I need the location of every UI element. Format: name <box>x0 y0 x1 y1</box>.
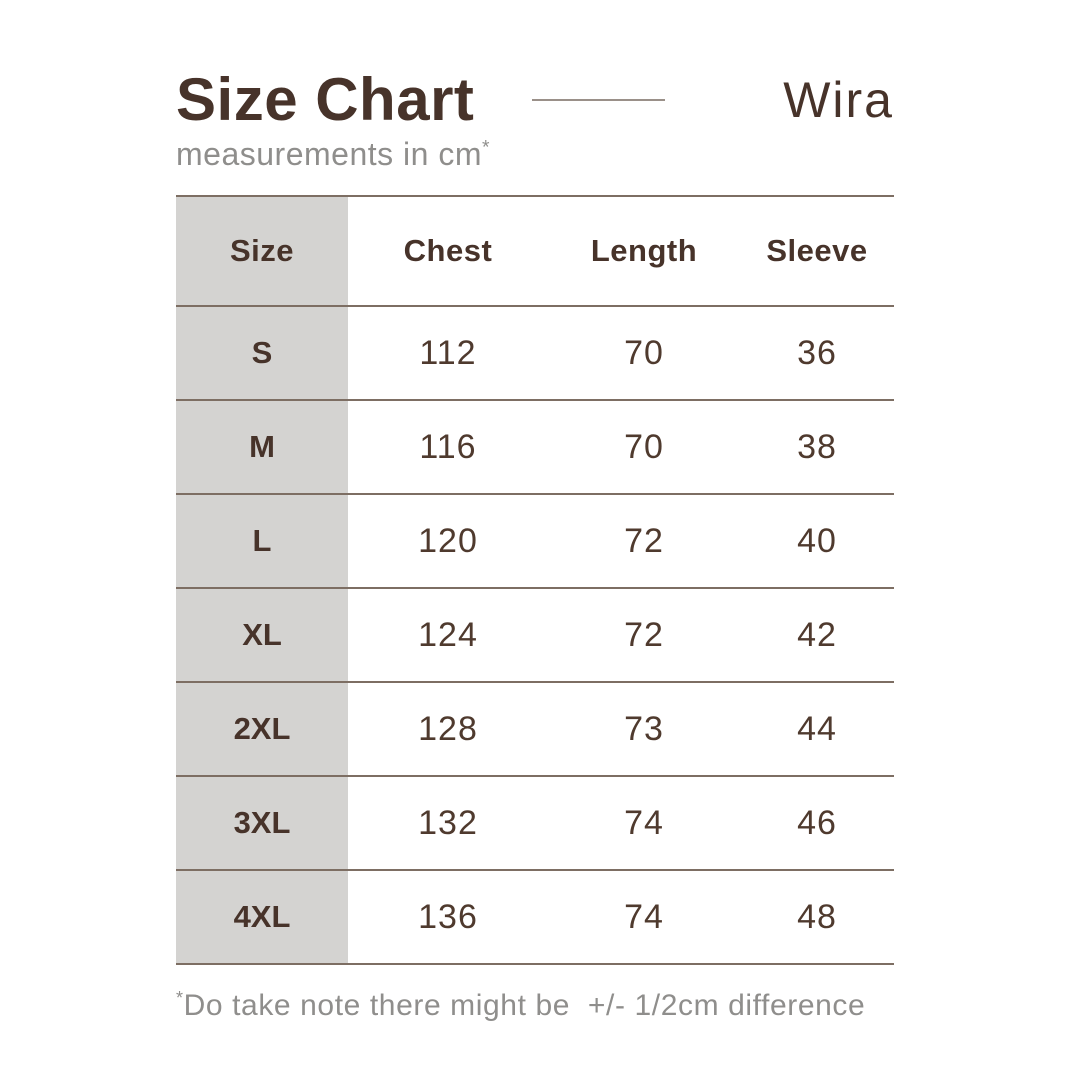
chest-value: 124 <box>418 615 478 654</box>
length-value: 74 <box>624 897 664 936</box>
title-divider-line <box>532 99 665 101</box>
chest-value: 120 <box>418 521 478 560</box>
size-label: S <box>176 307 348 399</box>
footnote-asterisk: * <box>176 988 184 1008</box>
length-value: 74 <box>624 803 664 842</box>
chest-value: 128 <box>418 709 478 748</box>
size-label: L <box>176 495 348 587</box>
column-header-chest: Chest <box>403 233 493 268</box>
length-value: 72 <box>624 615 664 654</box>
sleeve-value: 38 <box>797 427 837 466</box>
table-header-row <box>176 197 894 307</box>
chest-value: 136 <box>418 897 478 936</box>
table-row-3xl <box>176 777 894 871</box>
table-row-m <box>176 401 894 495</box>
sleeve-value: 44 <box>797 709 837 748</box>
header <box>176 66 894 133</box>
length-value: 72 <box>624 521 664 560</box>
size-table <box>176 195 894 965</box>
chest-value: 112 <box>419 333 477 372</box>
footnote-text: Do take note there might be +/- 1/2cm difference <box>183 989 866 1022</box>
brand-name: Wira <box>783 72 894 128</box>
length-value: 70 <box>624 333 664 372</box>
length-value: 70 <box>624 427 664 466</box>
subtitle-text: measurements in cm <box>176 136 482 172</box>
size-label: M <box>176 401 348 493</box>
table-row-xl <box>176 589 894 683</box>
table-row-4xl <box>176 871 894 965</box>
table-row-2xl <box>176 683 894 777</box>
sleeve-value: 48 <box>797 897 837 936</box>
chest-value: 116 <box>419 427 477 466</box>
chest-value: 132 <box>418 803 478 842</box>
length-value: 73 <box>624 709 664 748</box>
footnote <box>176 989 894 1023</box>
size-label: 4XL <box>176 871 348 963</box>
sleeve-value: 46 <box>797 803 837 842</box>
content-wrapper <box>176 66 894 1023</box>
size-label: XL <box>176 589 348 681</box>
page-title: Size Chart <box>176 66 475 133</box>
table-row-s <box>176 307 894 401</box>
column-header-size: Size <box>176 197 348 305</box>
size-label: 2XL <box>176 683 348 775</box>
sleeve-value: 36 <box>797 333 837 372</box>
column-header-sleeve: Sleeve <box>766 233 868 268</box>
subtitle-asterisk: * <box>481 137 490 159</box>
subtitle <box>176 138 894 170</box>
column-header-length: Length <box>590 233 698 268</box>
table-row-l <box>176 495 894 589</box>
sleeve-value: 42 <box>797 615 837 654</box>
size-label: 3XL <box>176 777 348 869</box>
sleeve-value: 40 <box>797 521 837 560</box>
